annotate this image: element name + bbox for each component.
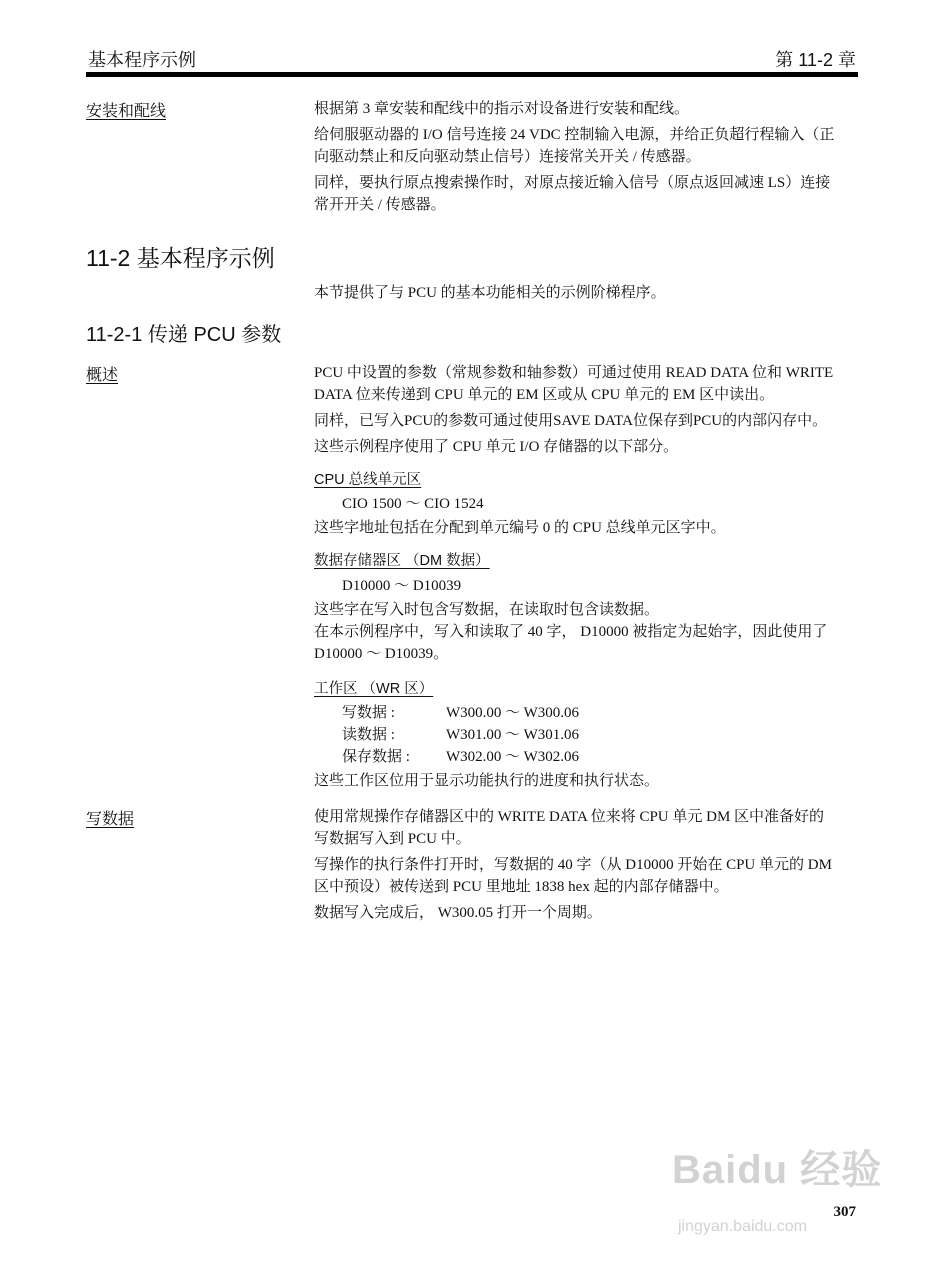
running-header-chapter: 第 11-2 章: [775, 50, 856, 70]
work-area-row-value: W301.00 ～ W301.06: [446, 727, 580, 743]
watermark-url: jingyan.baidu.com: [678, 1218, 807, 1235]
paragraph-line: 同样，要执行原点搜索操作时，对原点接近输入信号（原点返回减速 LS）连接: [314, 175, 831, 191]
paragraph: 这些字在写入时包含写数据，在读取时包含读数据。: [314, 602, 660, 618]
side-heading-write-data: 写数据: [86, 811, 135, 828]
overview-body: [314, 362, 858, 458]
paragraph-line: 写数据写入到 PCU 中。: [314, 831, 471, 847]
paragraph-line: 写操作的执行条件打开时，写数据的 40 字（从 D10000 开始在 CPU 单元的 DM: [314, 857, 832, 873]
subsection-title: 11-2-1 传递 PCU 参数: [86, 324, 282, 346]
dm-area-range: D10000 ～ D10039: [342, 578, 462, 594]
paragraph-line: 使用常规操作存储器区中的 WRITE DATA 位来将 CPU 单元 DM 区中准备好的: [314, 809, 825, 825]
paragraph-line: 向驱动禁止和反向驱动禁止信号）连接常关开关 / 传感器。: [314, 149, 701, 165]
work-area-row-label: 保存数据 :: [342, 749, 410, 765]
watermark-logo: Baidu 经验: [672, 1148, 883, 1192]
paragraph: 同样，已写入PCU的参数可通过使用SAVE DATA位保存到PCU的内部闪存中。: [314, 413, 828, 429]
cpu-bus-area-range: CIO 1500 ～ CIO 1524: [342, 496, 484, 512]
work-area-title: 工作区 （WR 区）: [314, 681, 434, 697]
side-heading-overview: 概述: [86, 367, 119, 384]
paragraph-line: DATA 位来传递到 CPU 单元的 EM 区或从 CPU 单元的 EM 区中读出。: [314, 387, 775, 403]
paragraph-line: 给伺服驱动器的 I/O 信号连接 24 VDC 控制输入电源，并给正负超行程输入（正: [314, 127, 835, 143]
work-area-row-label: 读数据 :: [342, 727, 395, 743]
work-area-row-value: W302.00 ～ W302.06: [446, 749, 580, 765]
paragraph: 数据写入完成后， W300.05 打开一个周期。: [314, 905, 602, 921]
section-title: 11-2 基本程序示例: [86, 245, 275, 271]
write-data-body: [314, 806, 858, 924]
running-header-title: 基本程序示例: [88, 50, 196, 70]
paragraph: 根据第 3 章安装和配线中的指示对设备进行安装和配线。: [314, 101, 690, 117]
paragraph-line: 常开开关 / 传感器。: [314, 197, 446, 213]
header-rule: [86, 72, 858, 77]
paragraph-line: 区中预设）被传送到 PCU 里地址 1838 hex 起的内部存储器中。: [314, 879, 729, 895]
side-heading-install: 安装和配线: [86, 103, 167, 120]
install-body: [314, 98, 858, 216]
dm-area-title: 数据存储器区 （DM 数据）: [314, 553, 490, 569]
paragraph-line: PCU 中设置的参数（常规参数和轴参数）可通过使用 READ DATA 位和 WRITE: [314, 365, 834, 381]
cpu-bus-area-title: CPU 总线单元区: [314, 472, 422, 488]
work-area-row-label: 写数据 :: [342, 705, 395, 721]
paragraph: 这些示例程序使用了 CPU 单元 I/O 存储器的以下部分。: [314, 439, 679, 455]
page-number: 307: [833, 1204, 856, 1220]
work-area-row-value: W300.00 ～ W300.06: [446, 705, 580, 721]
section-intro: 本节提供了与 PCU 的基本功能相关的示例阶梯程序。: [314, 285, 666, 301]
paragraph-line: 在本示例程序中，写入和读取了 40 字， D10000 被指定为起始字，因此使用了: [314, 624, 828, 640]
dm-area-body: [314, 599, 858, 665]
work-area-description: 这些工作区位用于显示功能执行的进度和执行状态。: [314, 773, 660, 789]
cpu-bus-area-description: 这些字地址包括在分配到单元编号 0 的 CPU 总线单元区字中。: [314, 520, 726, 536]
paragraph-line: D10000 ～ D10039。: [314, 646, 449, 662]
